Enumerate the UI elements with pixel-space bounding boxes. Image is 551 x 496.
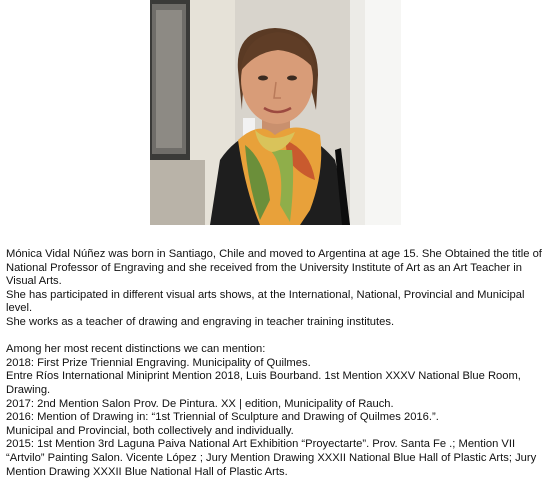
distinction-item: 2017: 2nd Mention Salon Prov. De Pintura. XX | edition, Municipality of Rauch. <box>6 397 394 410</box>
distinction-item: 2016: Mention of Drawing in: “1st Triennial of Sculpture and Drawing of Quilmes 2016.”. <box>6 411 439 424</box>
distinction-item: Municipal and Provincial, both collectively and individually. <box>6 424 294 437</box>
distinction-item: 2015: 1st Mention 3rd Laguna Paiva National Art Exhibition “Proyectarte”. Prov. Santa Fe .; Mention VII “Artvilo” Painting Salon. Vicente López ; Jury Mention Drawing XXXII National Blue Hall of Plastic Arts; Jury Mention Drawing XXXII Blue National Hall of Plastic Arts. <box>6 438 537 478</box>
bio-paragraph-1: Mónica Vidal Núñez was born in Santiago, Chile and moved to Argentina at age 15. She Obtained the title of National Professor of Engraving and she received from the University Institute of Art as an Art Teacher in Visual Arts. <box>6 248 542 288</box>
paragraph-spacer <box>6 330 547 344</box>
portrait-illustration <box>150 0 401 225</box>
bio-paragraph-3: She works as a teacher of drawing and engraving in teacher training institutes. <box>6 315 395 328</box>
distinction-item: 2018: First Prize Triennial Engraving. Municipality of Quilmes. <box>6 356 311 369</box>
portrait-photo <box>150 0 401 225</box>
distinction-item: Entre Ríos International Miniprint Mention 2018, Luis Bourband. 1st Mention XXXV National Blue Room, Drawing. <box>6 370 521 396</box>
bio-paragraph-2: She has participated in different visual arts shows, at the International, National, Provincial and Municipal level. <box>6 288 525 315</box>
distinctions-intro: Among her most recent distinctions we can mention: <box>6 343 266 356</box>
biography-text <box>6 248 547 479</box>
